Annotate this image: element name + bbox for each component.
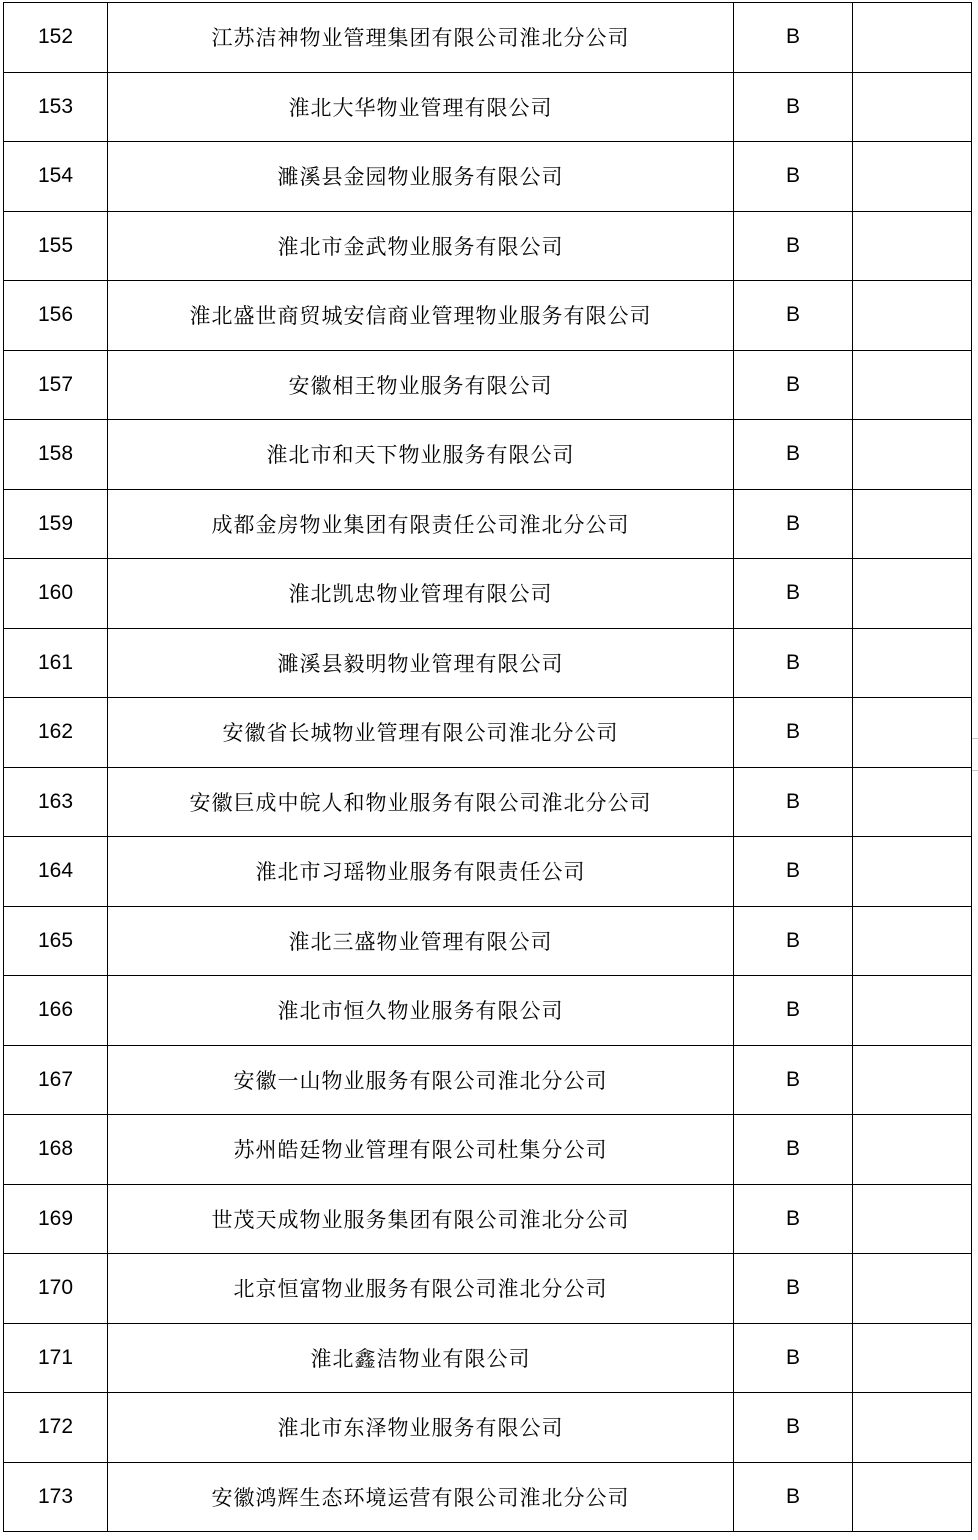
row-number-cell: 162 bbox=[4, 698, 108, 768]
company-name-cell: 濉溪县毅明物业管理有限公司 bbox=[108, 628, 734, 698]
table-row bbox=[4, 1393, 972, 1463]
company-name-cell: 安徽一山物业服务有限公司淮北分公司 bbox=[108, 1045, 734, 1115]
company-name-cell: 濉溪县金园物业服务有限公司 bbox=[108, 142, 734, 212]
company-name-cell: 淮北大华物业管理有限公司 bbox=[108, 72, 734, 142]
company-name-cell: 安徽省长城物业管理有限公司淮北分公司 bbox=[108, 698, 734, 768]
company-name-cell: 成都金房物业集团有限责任公司淮北分公司 bbox=[108, 489, 734, 559]
company-name-cell: 淮北盛世商贸城安信商业管理物业服务有限公司 bbox=[108, 281, 734, 351]
company-rating-table bbox=[3, 2, 972, 1532]
row-number-cell: 164 bbox=[4, 837, 108, 907]
remark-cell bbox=[853, 489, 972, 559]
company-name-cell: 安徽鸿辉生态环境运营有限公司淮北分公司 bbox=[108, 1462, 734, 1532]
row-number-cell: 170 bbox=[4, 1254, 108, 1324]
table-row bbox=[4, 698, 972, 768]
remark-cell bbox=[853, 906, 972, 976]
grade-cell: B bbox=[734, 1323, 853, 1393]
row-number-cell: 172 bbox=[4, 1393, 108, 1463]
table-row bbox=[4, 420, 972, 490]
company-name-cell: 淮北凯忠物业管理有限公司 bbox=[108, 559, 734, 629]
table-row bbox=[4, 1045, 972, 1115]
grade-cell: B bbox=[734, 1462, 853, 1532]
remark-cell bbox=[853, 142, 972, 212]
row-number-cell: 166 bbox=[4, 976, 108, 1046]
grade-cell: B bbox=[734, 211, 853, 281]
grade-cell: B bbox=[734, 1254, 853, 1324]
grade-cell: B bbox=[734, 1115, 853, 1185]
table-row bbox=[4, 350, 972, 420]
row-number-cell: 155 bbox=[4, 211, 108, 281]
company-name-cell: 安徽巨成中皖人和物业服务有限公司淮北分公司 bbox=[108, 767, 734, 837]
grade-cell: B bbox=[734, 1045, 853, 1115]
remark-cell bbox=[853, 1254, 972, 1324]
remark-cell bbox=[853, 1184, 972, 1254]
grade-cell: B bbox=[734, 767, 853, 837]
grade-cell: B bbox=[734, 3, 853, 73]
company-name-cell: 江苏洁神物业管理集团有限公司淮北分公司 bbox=[108, 3, 734, 73]
row-number-cell: 159 bbox=[4, 489, 108, 559]
row-number-cell: 167 bbox=[4, 1045, 108, 1115]
grade-cell: B bbox=[734, 698, 853, 768]
company-name-cell: 淮北市恒久物业服务有限公司 bbox=[108, 976, 734, 1046]
page-edge-mark bbox=[972, 770, 978, 771]
remark-cell bbox=[853, 976, 972, 1046]
row-number-cell: 163 bbox=[4, 767, 108, 837]
remark-cell bbox=[853, 211, 972, 281]
table-row bbox=[4, 837, 972, 907]
table-row bbox=[4, 1462, 972, 1532]
remark-cell bbox=[853, 1323, 972, 1393]
remark-cell bbox=[853, 837, 972, 907]
table-row bbox=[4, 281, 972, 351]
table-body bbox=[4, 3, 972, 1532]
company-name-cell: 淮北三盛物业管理有限公司 bbox=[108, 906, 734, 976]
remark-cell bbox=[853, 72, 972, 142]
grade-cell: B bbox=[734, 489, 853, 559]
row-number-cell: 165 bbox=[4, 906, 108, 976]
page-edge-mark bbox=[972, 738, 978, 739]
table-row bbox=[4, 1254, 972, 1324]
table-row bbox=[4, 1323, 972, 1393]
remark-cell bbox=[853, 559, 972, 629]
row-number-cell: 156 bbox=[4, 281, 108, 351]
grade-cell: B bbox=[734, 350, 853, 420]
remark-cell bbox=[853, 1115, 972, 1185]
remark-cell bbox=[853, 698, 972, 768]
remark-cell bbox=[853, 420, 972, 490]
table-row bbox=[4, 3, 972, 73]
grade-cell: B bbox=[734, 72, 853, 142]
grade-cell: B bbox=[734, 837, 853, 907]
company-name-cell: 淮北市东泽物业服务有限公司 bbox=[108, 1393, 734, 1463]
table-row bbox=[4, 767, 972, 837]
remark-cell bbox=[853, 1045, 972, 1115]
row-number-cell: 158 bbox=[4, 420, 108, 490]
row-number-cell: 169 bbox=[4, 1184, 108, 1254]
table-row bbox=[4, 142, 972, 212]
table-row bbox=[4, 976, 972, 1046]
company-name-cell: 世茂天成物业服务集团有限公司淮北分公司 bbox=[108, 1184, 734, 1254]
company-name-cell: 安徽相王物业服务有限公司 bbox=[108, 350, 734, 420]
remark-cell bbox=[853, 628, 972, 698]
table-row bbox=[4, 211, 972, 281]
grade-cell: B bbox=[734, 559, 853, 629]
remark-cell bbox=[853, 1462, 972, 1532]
grade-cell: B bbox=[734, 976, 853, 1046]
table-row bbox=[4, 1115, 972, 1185]
table-row bbox=[4, 489, 972, 559]
remark-cell bbox=[853, 350, 972, 420]
row-number-cell: 160 bbox=[4, 559, 108, 629]
table-row bbox=[4, 559, 972, 629]
grade-cell: B bbox=[734, 1393, 853, 1463]
row-number-cell: 171 bbox=[4, 1323, 108, 1393]
table-row bbox=[4, 628, 972, 698]
row-number-cell: 161 bbox=[4, 628, 108, 698]
company-name-cell: 苏州皓廷物业管理有限公司杜集分公司 bbox=[108, 1115, 734, 1185]
remark-cell bbox=[853, 1393, 972, 1463]
grade-cell: B bbox=[734, 142, 853, 212]
company-name-cell: 淮北鑫洁物业有限公司 bbox=[108, 1323, 734, 1393]
row-number-cell: 157 bbox=[4, 350, 108, 420]
row-number-cell: 154 bbox=[4, 142, 108, 212]
grade-cell: B bbox=[734, 906, 853, 976]
remark-cell bbox=[853, 3, 972, 73]
company-name-cell: 淮北市金武物业服务有限公司 bbox=[108, 211, 734, 281]
remark-cell bbox=[853, 767, 972, 837]
grade-cell: B bbox=[734, 420, 853, 490]
row-number-cell: 153 bbox=[4, 72, 108, 142]
grade-cell: B bbox=[734, 281, 853, 351]
row-number-cell: 152 bbox=[4, 3, 108, 73]
company-name-cell: 淮北市和天下物业服务有限公司 bbox=[108, 420, 734, 490]
table-row bbox=[4, 1184, 972, 1254]
row-number-cell: 173 bbox=[4, 1462, 108, 1532]
remark-cell bbox=[853, 281, 972, 351]
table-row bbox=[4, 72, 972, 142]
row-number-cell: 168 bbox=[4, 1115, 108, 1185]
company-name-cell: 淮北市习瑶物业服务有限责任公司 bbox=[108, 837, 734, 907]
grade-cell: B bbox=[734, 628, 853, 698]
company-name-cell: 北京恒富物业服务有限公司淮北分公司 bbox=[108, 1254, 734, 1324]
grade-cell: B bbox=[734, 1184, 853, 1254]
table-row bbox=[4, 906, 972, 976]
